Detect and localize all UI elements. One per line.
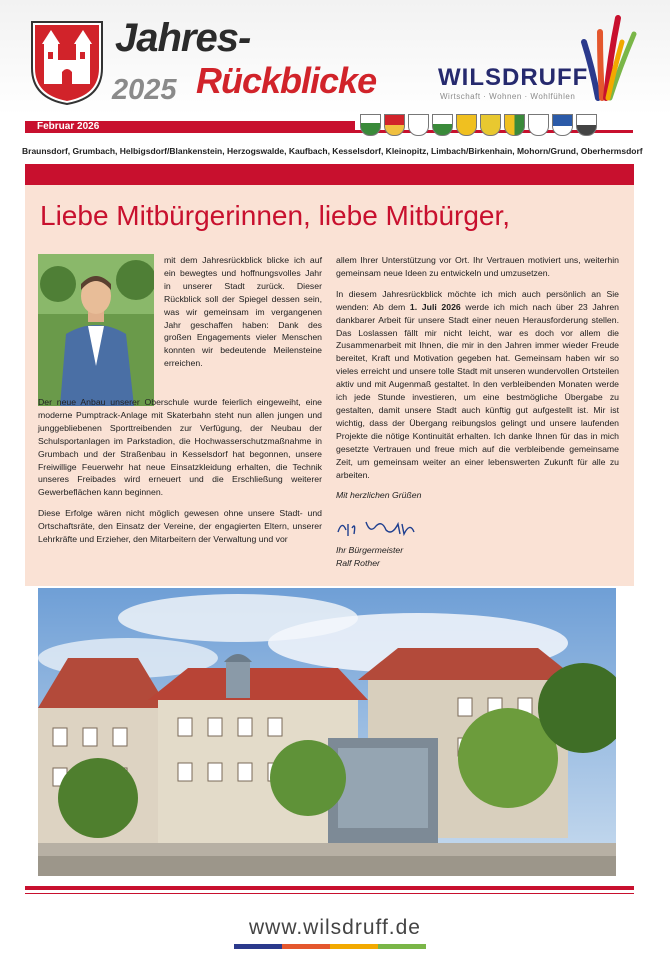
wilsdruff-logo-mark-icon	[578, 12, 640, 102]
signature-name: Ralf Rother	[336, 558, 380, 569]
district-coat-icon	[504, 114, 525, 136]
letter-column-1-bottom	[38, 396, 322, 554]
districts-list: Braunsdorf, Grumbach, Helbigsdorf/Blankenstein, Herzogswalde, Kaufbach, Kesselsdorf, Kleinopitz, Limbach/Birkenhain, Mohorn/Grund, Oberhermsdorf	[22, 146, 643, 156]
footer-rule-thin	[25, 893, 634, 894]
district-coat-icon	[480, 114, 501, 136]
letter-paragraph: mit dem Jahresrückblick blicke ich auf ein bewegtes und hoffnungsvolles Jahr in unserer Stadt zurück. Dieser Rückblick soll der Spiegel dessen sein, was wir gemeinsam im vergangenen Jahr geschaffen haben: Dank des großen Engagements vieler Menschen konnten wir bedeutende Meilensteine erreichen.	[164, 255, 322, 369]
footer-rule	[25, 886, 634, 890]
letter-column-2	[336, 254, 619, 570]
letter-paragraph: Diese Erfolge wären nicht möglich gewesen ohne unsere Stadt- und Ortschaftsräte, den Einsatz der Vereine, der engagierten Eltern, unserer Lehrkräfte und Erzieher, den Mitarbeitern der Verwaltung und vor	[38, 508, 322, 545]
mayor-portrait	[38, 254, 154, 406]
handover-date: 1. Juli 2026	[409, 301, 461, 312]
title-year: 2025	[112, 74, 177, 106]
issue-date-bar	[25, 121, 355, 133]
district-coat-icon	[432, 114, 453, 136]
district-coats-row	[360, 114, 597, 136]
closing-greeting: Mit herzlichen Grüßen	[336, 490, 422, 501]
letter-paragraph: allem Ihrer Unterstützung vor Ort. Ihr Vertrauen motiviert uns, weiterhin gemeinsam neue Ideen zu entwickeln und umzusetzen.	[336, 255, 619, 278]
signature-icon	[336, 516, 426, 540]
wilsdruff-logo-text: WILSDRUFF	[438, 64, 589, 91]
district-coat-icon	[384, 114, 405, 136]
website-url[interactable]: www.wilsdruff.de	[248, 916, 421, 939]
district-coat-icon	[528, 114, 549, 136]
district-coat-icon	[456, 114, 477, 136]
section-top-bar	[25, 164, 634, 185]
signature-role: Ihr Bürgermeister	[336, 545, 404, 556]
letter-headline: Liebe Mitbürgerinnen, liebe Mitbürger,	[40, 200, 511, 231]
school-building-photo	[38, 588, 616, 876]
district-coat-icon	[408, 114, 429, 136]
issue-date: Februar 2026	[37, 121, 100, 132]
district-coat-icon	[576, 114, 597, 136]
district-coat-icon	[552, 114, 573, 136]
letter-paragraph: Der neue Anbau unserer Oberschule wurde feierlich eingeweiht, eine moderne Pumptrack-Anlage mit Skaterbahn steht nun allen jungen und junggebliebenen Sporttreibenden zur Verfügung, der Neubau der Schulsportanlagen im Parkstadion, die Hochwasserschutzmaßnahme in Grumbach und der Straßenbau in Kesselsdorf hat begonnen, unsere Freiwillige Feuerwehr hat neue Einsatzkleidung erhalten, die Technik unseres Freibades wird erneuert und die Erschließung weiterer Gewerbeflächen kann beginnen.	[38, 397, 322, 498]
page-header	[0, 0, 670, 115]
letter-column-1-top	[164, 254, 322, 378]
wilsdruff-logo-tagline: Wirtschaft · Wohnen · Wohlfühlen	[440, 92, 576, 101]
title-line-1: Jahres-	[115, 16, 251, 60]
town-coat-of-arms-icon	[28, 18, 106, 106]
letter-paragraph: In diesem Jahresrückblick möchte ich mich auch persönlich an Sie wenden: Ab dem 1. Juli 2026 werde ich mich nach über 23 Jahren dankbarer Arbeit für unsere Stadt einer neuen Herausforderung stellen. Das Loslassen fällt mir nicht leicht, war es doch vor allem die Zusammenarbeit mit Ihnen, die mir in den Jahren immer wieder Freude bereitet, Kraft und Motivation gegeben hat. Gemeinsam haben wir so vieles erreicht und unsere tolle Stadt mit unseren wundervollen Ortsteilen aktiv und mit Augenmaß gestaltet. In den verbleibenden Monaten werde ich jede Stunde investieren, um eine bestmögliche Übergabe zu gestalten, damit unsere Stadt auch künftig gut aufgestellt ist. Mir ist wichtig, dass der Übergang reibungslos gelingt und unsere laufenden Projekte die nötige Kontinuität erhalten. Ich danke Ihnen für das in mich gesetzte Vertrauen und freue mich auf die verbleibende gemeinsame Zeit, um gemeinsam weiter an einer lebenswerten Zukunft für alle zu arbeiten.	[336, 288, 619, 480]
title-line-2: Rückblicke	[196, 60, 377, 101]
district-coat-icon	[360, 114, 381, 136]
url-color-bar	[234, 944, 426, 949]
